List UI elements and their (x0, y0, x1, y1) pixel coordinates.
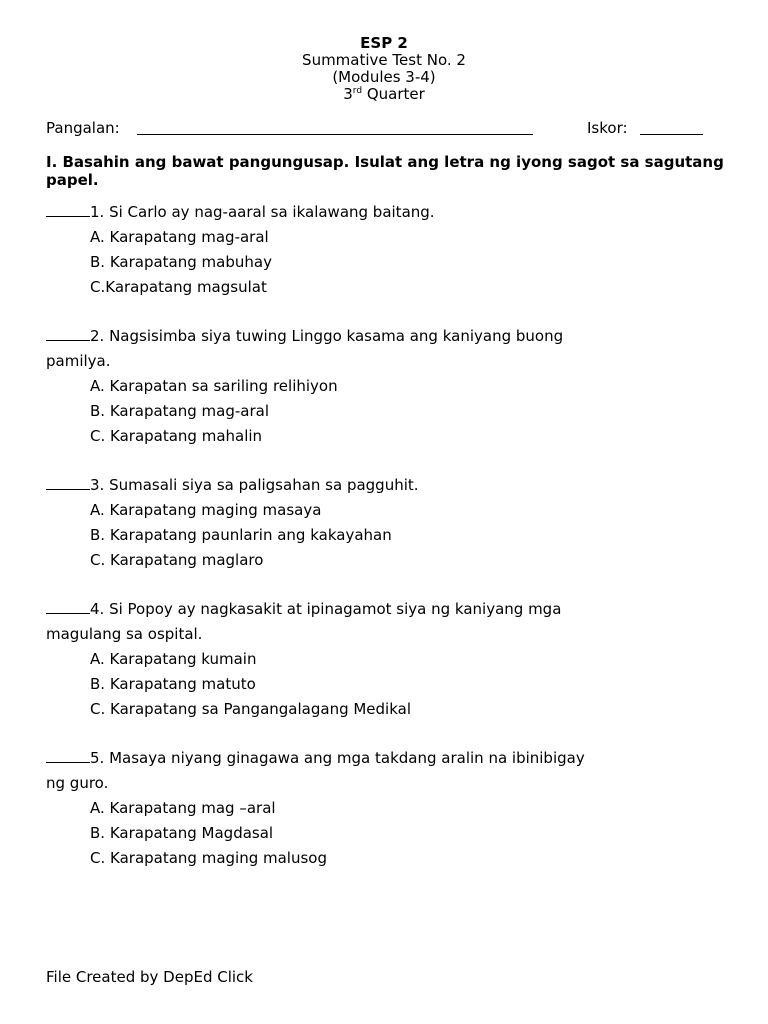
question-number: 4. (90, 600, 105, 618)
answer-blank[interactable] (46, 203, 90, 217)
choice-b: B. Karapatang mag-aral (90, 401, 269, 420)
quarter-label (0, 86, 768, 103)
question-5 (46, 746, 736, 870)
choice-c: C.Karapatang magsulat (90, 277, 267, 296)
modules-label: (Modules 3-4) (332, 68, 436, 86)
question-number: 5. (90, 749, 105, 767)
instruction-text: I. Basahin ang bawat pangungusap. Isulat ang letra ng iyong sagot sa sagutang papel. (46, 153, 724, 189)
score-label: Iskor: (587, 119, 628, 137)
question-stem (46, 746, 736, 771)
answer-blank[interactable] (46, 749, 90, 763)
question-text: Si Carlo ay nag-aaral sa ikalawang baitang. (104, 203, 435, 221)
choice-c: C. Karapatang maglaro (90, 550, 264, 569)
question-text-continued: magulang sa ospital. (46, 625, 203, 643)
choice-c: C. Karapatang maging malusog (90, 848, 327, 867)
question-number: 1. (90, 203, 105, 221)
footer-credit: File Created by DepEd Click (46, 968, 253, 986)
question-text-continued: pamilya. (46, 352, 111, 370)
quarter-word: Quarter (362, 85, 425, 103)
subject-title: ESP 2 (360, 34, 408, 52)
question-stem (46, 597, 736, 622)
choice-b: B. Karapatang paunlarin ang kakayahan (90, 525, 392, 544)
question-stem (46, 200, 736, 225)
choice-b: B. Karapatang Magdasal (90, 823, 274, 842)
choice-a: A. Karapatang mag-aral (90, 228, 269, 246)
question-text-continued: ng guro. (46, 774, 109, 792)
test-title: Summative Test No. 2 (302, 51, 466, 69)
question-4 (46, 597, 736, 721)
question-number: 2. (90, 327, 105, 345)
quarter-suffix: rd (352, 86, 363, 96)
choice-a: A. Karapatan sa sariling relihiyon (90, 377, 338, 395)
choice-a: A. Karapatang mag –aral (90, 799, 276, 817)
quarter-number: 3 (343, 85, 353, 103)
question-1 (46, 200, 736, 299)
question-number: 3. (90, 476, 105, 494)
score-field-line[interactable] (640, 134, 703, 135)
question-2 (46, 324, 736, 448)
choice-c: C. Karapatang mahalin (90, 426, 263, 445)
answer-blank[interactable] (46, 327, 90, 341)
choice-a: A. Karapatang kumain (90, 650, 257, 668)
answer-blank[interactable] (46, 476, 90, 490)
student-info-row (46, 119, 706, 139)
question-text: Sumasali siya sa paligsahan sa pagguhit. (104, 476, 419, 494)
question-3 (46, 473, 736, 572)
question-stem (46, 473, 736, 498)
document-header (0, 35, 768, 103)
choice-a: A. Karapatang maging masaya (90, 501, 322, 519)
question-text: Masaya niyang ginagawa ang mga takdang aralin na ibinibigay (104, 749, 585, 767)
choice-b: B. Karapatang matuto (90, 674, 256, 693)
question-text: Nagsisimba siya tuwing Linggo kasama ang kaniyang buong (104, 327, 564, 345)
answer-blank[interactable] (46, 600, 90, 614)
choice-c: C. Karapatang sa Pangangalagang Medikal (90, 699, 412, 718)
name-field-line[interactable] (137, 134, 533, 135)
question-stem (46, 324, 736, 349)
question-text: Si Popoy ay nagkasakit at ipinagamot siya ng kaniyang mga (104, 600, 562, 618)
name-label: Pangalan: (46, 119, 120, 137)
choice-b: B. Karapatang mabuhay (90, 252, 272, 271)
